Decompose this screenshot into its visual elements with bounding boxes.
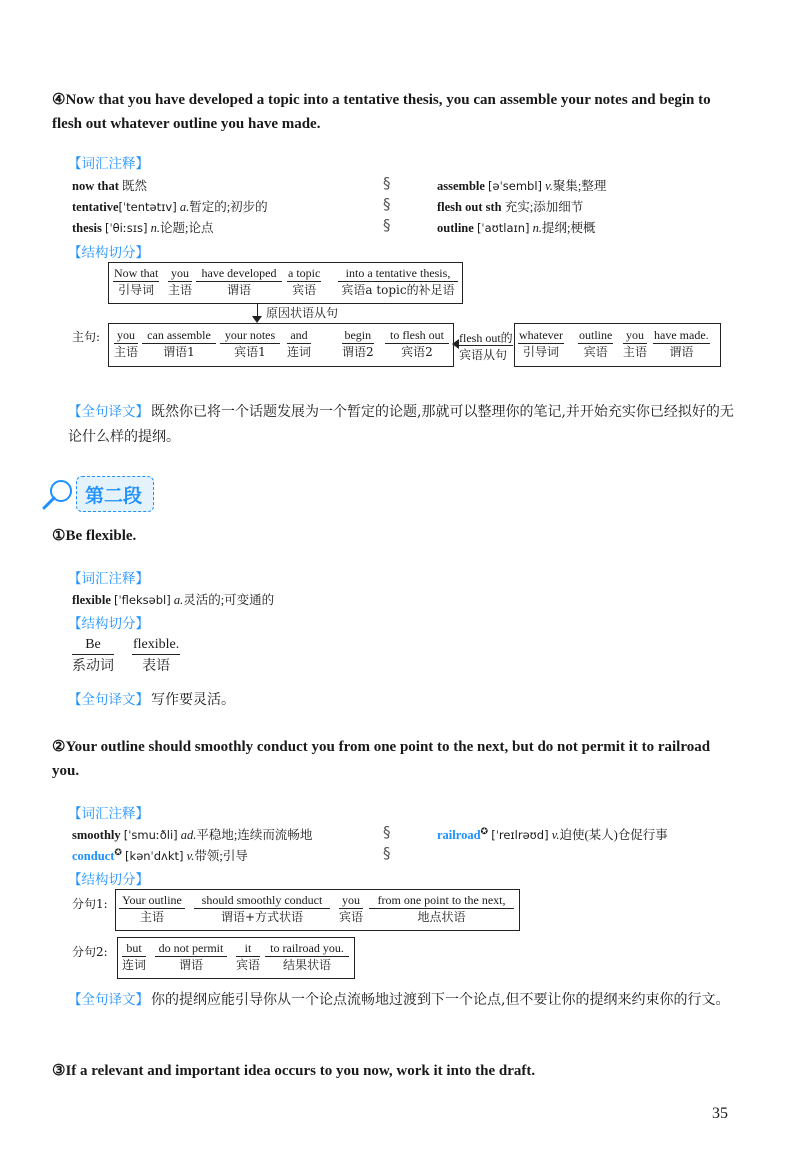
separator-icon: § bbox=[383, 195, 391, 213]
segment: your notes 宾语1 bbox=[220, 328, 280, 361]
translation: 【全句译文】 既然你已将一个话题发展为一个暂定的论题,那就可以整理你的笔记,并开始充实你已经拟好的无论什么样的提纲。 bbox=[68, 404, 734, 445]
vocab-entry: flesh out sth 充实;添加细节 bbox=[437, 200, 584, 214]
separator-icon: § bbox=[383, 823, 391, 841]
vocab-tag: 【词汇注释】 bbox=[68, 571, 149, 587]
segment: can assemble 谓语1 bbox=[142, 328, 216, 361]
sentence-2: ②Your outline should smoothly conduct you from one point to the next, but do not permit it to railroad you. bbox=[52, 739, 711, 779]
segment: outline 宾语 bbox=[579, 328, 613, 359]
sentence-3: ③If a relevant and important idea occurs to you now, work it into the draft. bbox=[52, 1063, 536, 1079]
clause2-box bbox=[117, 937, 355, 979]
structure-tag: 【结构切分】 bbox=[68, 872, 149, 888]
object-clause-box bbox=[514, 323, 721, 367]
arrow-left-icon bbox=[452, 339, 459, 349]
segment: you 主语 bbox=[623, 328, 648, 359]
segment: have made. 谓语 bbox=[654, 328, 709, 359]
sentence-1: ①Be flexible. bbox=[52, 528, 137, 544]
section-title: 第二段 bbox=[85, 485, 143, 507]
vocab-tag: 【词汇注释】 bbox=[68, 156, 149, 172]
segment: have developed 谓语 bbox=[196, 266, 282, 299]
vocab-entry: thesis [ˈθiːsɪs] n.论题;论点 bbox=[72, 221, 214, 235]
separator-icon: § bbox=[383, 216, 391, 234]
main-clause-box bbox=[108, 323, 454, 367]
object-clause-label: flesh out的 宾语从句 bbox=[459, 331, 513, 362]
segment: you 主语 bbox=[168, 266, 193, 297]
separator-icon: § bbox=[383, 844, 391, 862]
segment: you 宾语 bbox=[339, 893, 364, 924]
vocab-entry: conduct✪ [kənˈdʌkt] v.带领;引导 bbox=[72, 846, 248, 863]
segment: to flesh out 宾语2 bbox=[385, 328, 449, 361]
structure-tag: 【结构切分】 bbox=[68, 245, 149, 261]
section-header bbox=[76, 476, 154, 512]
segment: should smoothly conduct 谓语+方式状语 bbox=[194, 893, 330, 926]
sentence-4: ④Now that you have developed a topic into a tentative thesis, you can assemble your notes and begin to flesh out whatever outline you have made. bbox=[52, 92, 711, 132]
segment: begin 谓语2 bbox=[342, 328, 374, 359]
segment: you 主语 bbox=[114, 328, 139, 359]
segment: do not permit 谓语 bbox=[155, 941, 227, 974]
vocab-entry: railroad✪ [ˈreɪlrəʊd] v.迫使(某人)仓促行事 bbox=[437, 825, 668, 842]
translation: 【全句译文】 写作要灵活。 bbox=[68, 692, 235, 708]
vocab-entry: outline [ˈaʊtlaɪn] n.提纲;梗概 bbox=[437, 221, 596, 235]
translation: 【全句译文】 你的提纲应能引导你从一个论点流畅地过渡到下一个论点,但不要让你的提纲来约束你的行文。 bbox=[68, 992, 730, 1008]
page-number: 35 bbox=[712, 1105, 728, 1122]
segment: from one point to the next, 地点状语 bbox=[369, 893, 514, 926]
segment: to railroad you. 结果状语 bbox=[265, 941, 349, 974]
clause1-label: 分句1: bbox=[72, 897, 108, 911]
segment: flexible. 表语 bbox=[133, 637, 180, 674]
vocab-entry: assemble [əˈsembl] v.聚集;整理 bbox=[437, 179, 607, 193]
arrow-down-icon bbox=[252, 316, 262, 323]
vocab-entry: smoothly [ˈsmuːðli] ad.平稳地;连续而流畅地 bbox=[72, 828, 313, 842]
vocab-entry: flexible [ˈfleksəbl] a.灵活的;可变通的 bbox=[72, 593, 275, 607]
star-badge-icon: ✪ bbox=[114, 846, 122, 857]
arrow-label: 原因状语从句 bbox=[266, 306, 339, 320]
magnifier-icon bbox=[40, 478, 76, 516]
star-badge-icon: ✪ bbox=[480, 825, 489, 836]
separator-icon: § bbox=[383, 174, 391, 192]
segment: into a tentative thesis, 宾语a topic的补足语 bbox=[338, 266, 458, 299]
clause2-label: 分句2: bbox=[72, 945, 108, 959]
vocab-tag: 【词汇注释】 bbox=[68, 806, 149, 822]
segment: a topic 宾语 bbox=[288, 266, 321, 297]
segment: and 连词 bbox=[287, 328, 312, 359]
segment: it 宾语 bbox=[236, 941, 261, 972]
main-clause-label: 主句: bbox=[72, 330, 101, 344]
clause-box bbox=[108, 262, 463, 304]
segment: Be 系动词 bbox=[72, 637, 114, 674]
clause1-box bbox=[115, 889, 520, 931]
segment: whatever 引导词 bbox=[519, 328, 563, 359]
vocab-entry: tentative[ˈtentətɪv] a.暂定的;初步的 bbox=[72, 200, 268, 214]
segment: Now that 引导词 bbox=[114, 266, 159, 297]
structure-tag: 【结构切分】 bbox=[68, 616, 149, 632]
segment: but 连词 bbox=[122, 941, 147, 972]
vocab-entry: now that 既然 bbox=[72, 179, 148, 193]
segment: Your outline 主语 bbox=[119, 893, 185, 926]
